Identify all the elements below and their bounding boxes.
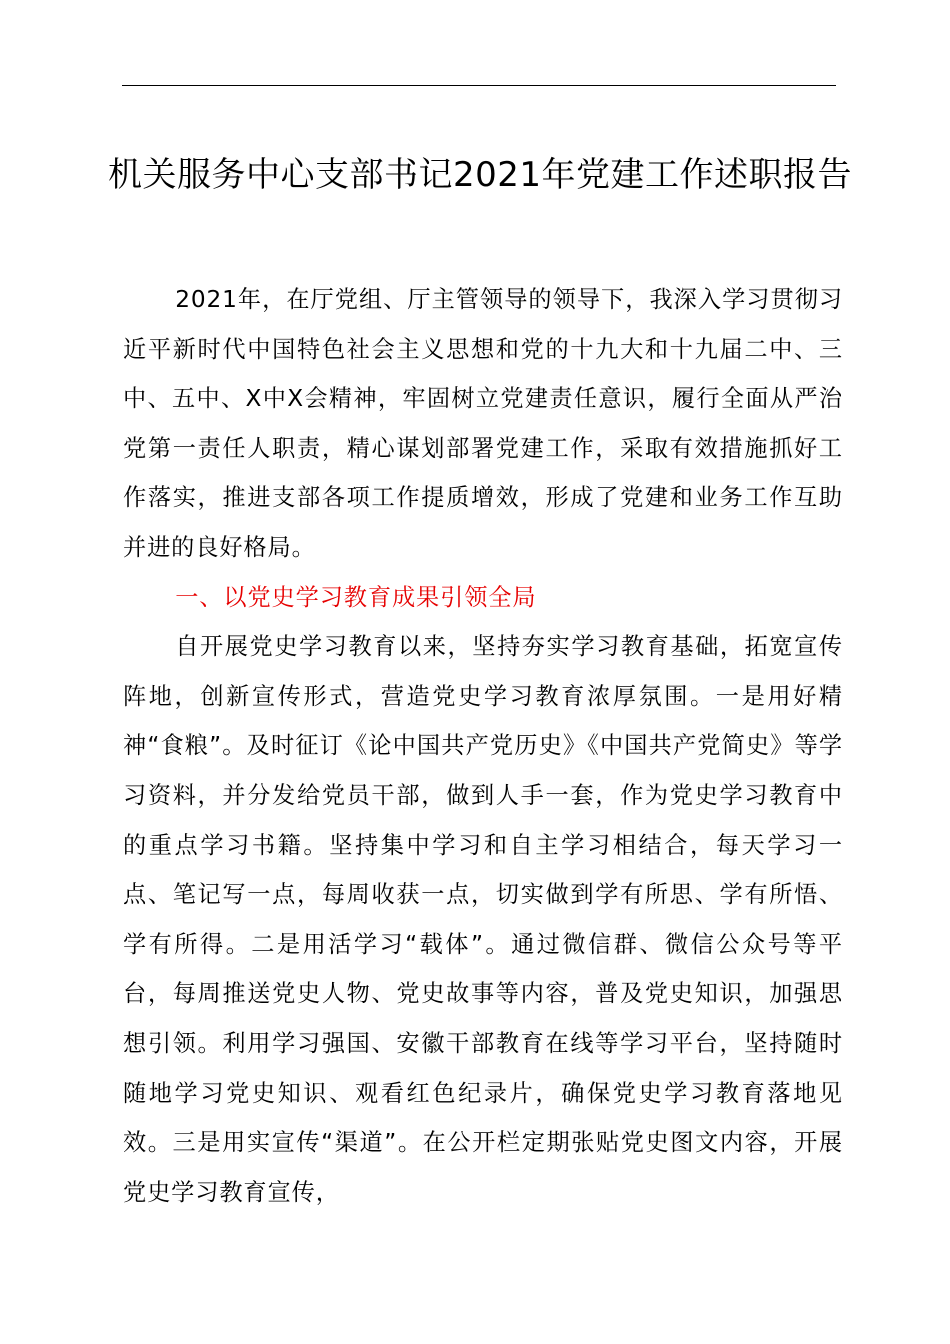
section-paragraph: 自开展党史学习教育以来，坚持夯实学习教育基础，拓宽宣传阵地，创新宣传形式，营造党史学习教育浓厚氛围。一是用好精神“食粮”。及时征订《论中国共产党历史》《中国共产党简史》等学习资料，并分发给党员干部，做到人手一套，作为党史学习教育中的重点学习书籍。坚持集中学习和自主学习相结合，每天学习一点、笔记写一点，每周收获一点，切实做到学有所思、学有所悟、学有所得。二是用活学习“载体”。通过微信群、微信公众号等平台，每周推送党史人物、党史故事等内容，普及党史知识，加强思想引领。利用学习强国、安徽干部教育在线等学习平台，坚持随时随地学习党史知识、观看红色纪录片，确保党史学习教育落地见效。三是用实宣传“渠道”。在公开栏定期张贴党史图文内容，开展党史学习教育宣传，: [123, 633, 843, 1206]
section-heading: 一、以党史学习教育成果引领全局: [175, 583, 537, 611]
document-title: 机关服务中心支部书记2021年党建工作述职报告: [107, 155, 853, 195]
intro-paragraph: 2021年，在厅党组、厅主管领导的领导下，我深入学习贯彻习近平新时代中国特色社会主义思想和党的十九大和十九届二中、三中、五中、X中X会精神，牢固树立党建责任意识，履行全面从严治党第一责任人职责，精心谋划部署党建工作，采取有效措施抓好工作落实，推进支部各项工作提质增效，形成了党建和业务工作互助并进的良好格局。: [123, 286, 843, 561]
header-rule: [122, 85, 836, 86]
document-body: [123, 275, 843, 1217]
